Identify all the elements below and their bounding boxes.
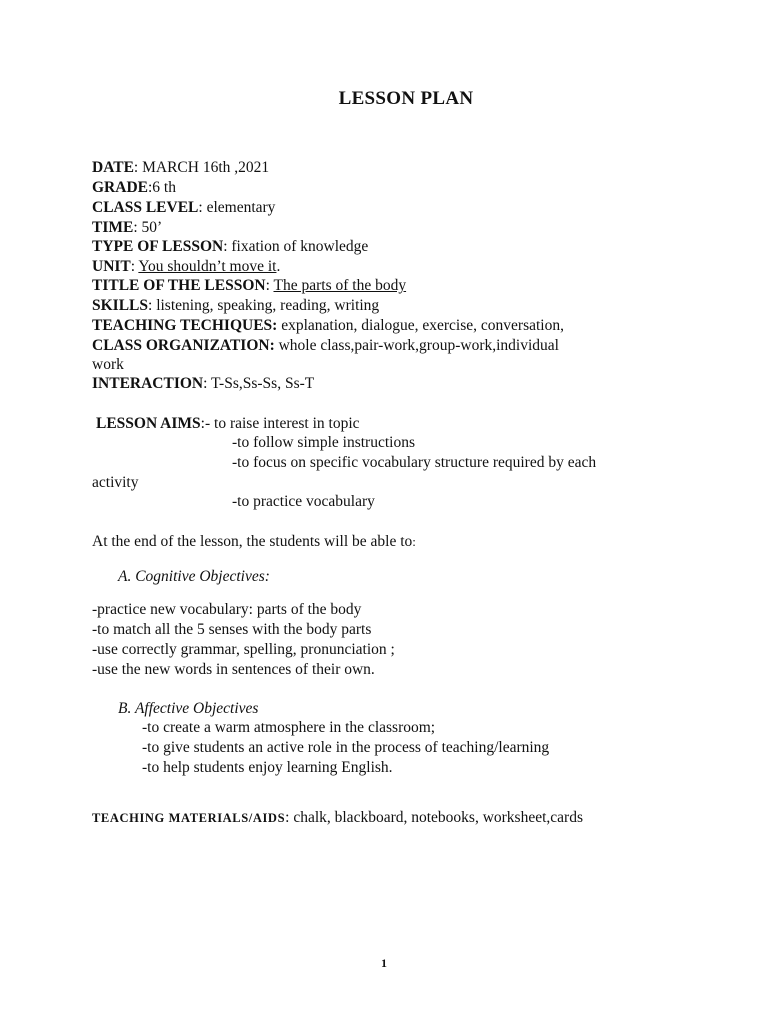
date-line: DATE: MARCH 16th ,2021 [92, 159, 270, 176]
cognitive-objectives-heading: A. Cognitive Objectives: [118, 568, 270, 585]
aim-item: -to practice vocabulary [232, 493, 375, 510]
techniques-line: TEACHING TECHIQUES: explanation, dialogue, exercise, conversation, [92, 317, 564, 334]
unit-line: UNIT: You shouldn’t move it. [92, 258, 281, 275]
organization-line: CLASS ORGANIZATION: whole class,pair-work,group-work,individual [92, 337, 559, 354]
cognitive-item: -use the new words in sentences of their own. [92, 661, 375, 678]
affective-item: -to create a warm atmosphere in the classroom; [142, 719, 436, 736]
affective-objectives-heading: B. Affective Objectives [118, 700, 259, 717]
aim-wrap-line: activity [92, 474, 139, 491]
type-of-lesson-line: TYPE OF LESSON: fixation of knowledge [92, 238, 369, 255]
time-line: TIME: 50’ [92, 219, 163, 236]
aim-item: -to follow simple instructions [232, 434, 415, 451]
page-title: LESSON PLAN [338, 88, 474, 109]
affective-item: -to give students an active role in the process of teaching/learning [142, 739, 550, 756]
cognitive-item: -practice new vocabulary: parts of the body [92, 601, 362, 618]
skills-line: SKILLS: listening, speaking, reading, writing [92, 297, 380, 314]
lesson-title-line: TITLE OF THE LESSON: The parts of the body [92, 277, 407, 294]
interaction-line: INTERACTION: T-Ss,Ss-Ss, Ss-T [92, 375, 315, 392]
cognitive-item: -use correctly grammar, spelling, pronunciation ; [92, 641, 395, 658]
page-number: 1 [381, 956, 387, 970]
intro-line: At the end of the lesson, the students will be able to: [92, 533, 416, 550]
class-level-line: CLASS LEVEL: elementary [92, 199, 276, 216]
cognitive-item: -to match all the 5 senses with the body parts [92, 621, 372, 638]
lesson-aims-line: LESSON AIMS:- to raise interest in topic [96, 415, 360, 432]
organization-wrap-line: work [92, 356, 124, 373]
affective-item: -to help students enjoy learning English. [142, 759, 393, 776]
aim-item: -to focus on specific vocabulary structure required by each [232, 454, 597, 471]
teaching-materials-line: TEACHING MATERIALS/AIDS: chalk, blackboard, notebooks, worksheet,cards [92, 809, 583, 826]
grade-line: GRADE:6 th [92, 179, 176, 196]
